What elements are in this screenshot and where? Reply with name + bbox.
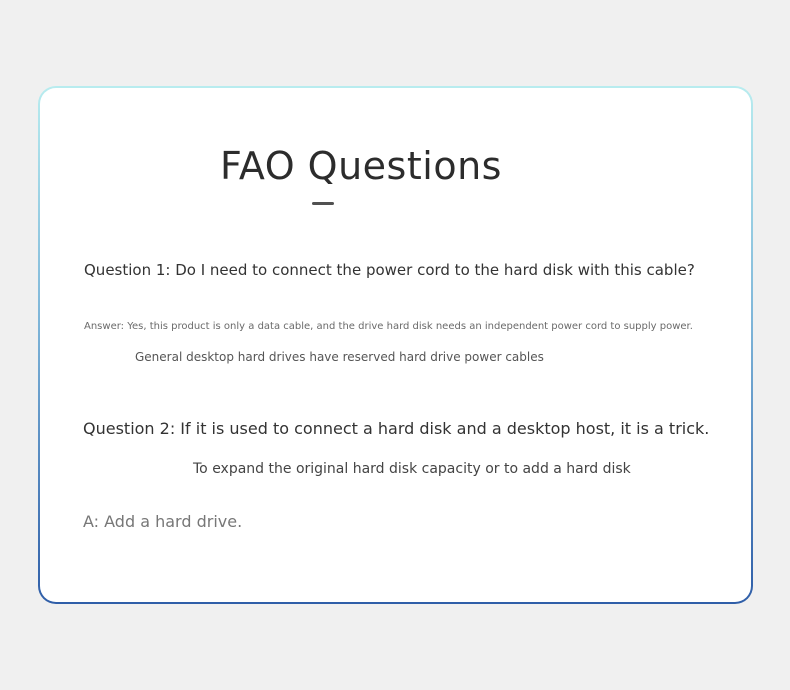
answer-2: A: Add a hard drive. xyxy=(83,512,243,531)
question-1: Question 1: Do I need to connect the power cord to the hard disk with this cable? xyxy=(84,261,695,279)
faq-title: FAO Questions xyxy=(220,144,502,188)
faq-card xyxy=(40,88,751,602)
title-underline-decoration xyxy=(312,202,334,205)
answer-1-line-1: Answer: Yes, this product is only a data cable, and the drive hard disk needs an independent power cord to supply power. xyxy=(84,321,693,332)
faq-card-border xyxy=(38,86,753,604)
question-2-line-2: To expand the original hard disk capacity or to add a hard disk xyxy=(193,461,631,477)
answer-1-line-2: General desktop hard drives have reserved hard drive power cables xyxy=(135,350,544,364)
question-2: Question 2: If it is used to connect a hard disk and a desktop host, it is a trick. xyxy=(83,419,710,438)
